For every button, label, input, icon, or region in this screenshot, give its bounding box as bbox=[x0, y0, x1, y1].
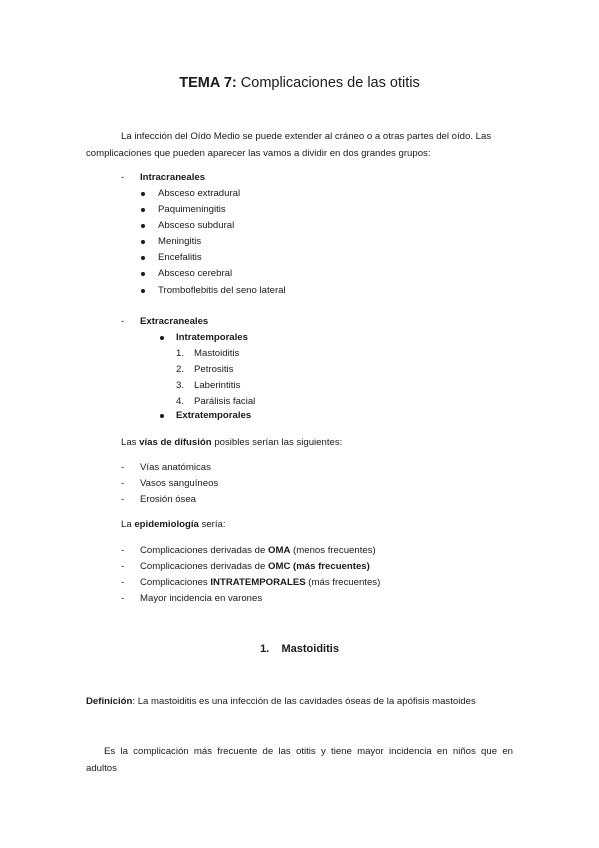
list-number: 2. bbox=[176, 364, 185, 375]
dash-marker: - bbox=[121, 561, 125, 572]
dash-marker: - bbox=[121, 577, 125, 588]
section-heading bbox=[0, 643, 599, 657]
list-item: Absceso cerebral bbox=[158, 268, 233, 279]
epi-item-post: (más frecuentes) bbox=[305, 577, 381, 588]
dash-marker: - bbox=[121, 545, 125, 556]
dash-marker: - bbox=[121, 316, 125, 327]
bullet-icon bbox=[160, 336, 164, 340]
list-item bbox=[140, 593, 262, 605]
bullet-icon bbox=[141, 208, 145, 212]
epi-item-pre: Complicaciones bbox=[140, 577, 211, 588]
vias-intro bbox=[121, 437, 342, 449]
list-item bbox=[140, 577, 380, 589]
dash-marker: - bbox=[121, 593, 125, 604]
vias-pre: Las bbox=[121, 437, 140, 448]
list-number: 1. bbox=[176, 348, 185, 359]
intro-line-2: complicaciones que pueden aparecer las vamos a dividir en dos grandes grupos: bbox=[86, 148, 431, 159]
paragraph-line-2: adultos bbox=[86, 763, 117, 774]
definition-text: : La mastoiditis es una infección de las cavidades óseas de la apófisis mastoides bbox=[132, 696, 476, 707]
list-item: Parálisis facial bbox=[194, 396, 256, 407]
vias-bold: vías de difusión bbox=[139, 437, 212, 448]
epi-item-pre: Complicaciones derivadas de bbox=[140, 545, 268, 556]
dash-marker: - bbox=[121, 494, 125, 505]
title-rest: Complicaciones de las otitis bbox=[236, 75, 420, 91]
epi-pre: La bbox=[121, 519, 135, 530]
epi-post: sería: bbox=[198, 519, 226, 530]
definition-label: Definición bbox=[86, 696, 133, 707]
list-item: Encefalitis bbox=[158, 252, 202, 263]
list-item: Laberintitis bbox=[194, 380, 241, 391]
bullet-icon bbox=[160, 414, 164, 418]
list-number: 3. bbox=[176, 380, 185, 391]
bullet-icon bbox=[141, 224, 145, 228]
list-item: Mastoiditis bbox=[194, 348, 240, 359]
epi-item-bold: OMC (más frecuentes) bbox=[267, 561, 370, 572]
title-bold: TEMA 7: bbox=[179, 75, 237, 91]
list-item: Meningitis bbox=[158, 236, 202, 247]
epi-item-bold: OMA bbox=[267, 545, 291, 556]
intratemporales-heading: Intratemporales bbox=[176, 332, 248, 343]
bullet-icon bbox=[141, 240, 145, 244]
list-item: Paquimeningitis bbox=[158, 204, 226, 215]
page-title bbox=[0, 74, 599, 92]
vias-post: posibles serían las siguientes: bbox=[211, 437, 343, 448]
epi-bold: epidemiología bbox=[134, 519, 199, 530]
dash-marker: - bbox=[121, 172, 125, 183]
list-number: 4. bbox=[176, 396, 185, 407]
definition-paragraph bbox=[86, 696, 476, 708]
list-item: Vías anatómicas bbox=[140, 462, 211, 473]
list-item: Absceso extradural bbox=[158, 188, 241, 199]
section-title: Mastoiditis bbox=[281, 643, 339, 655]
bullet-icon bbox=[141, 289, 145, 293]
section-number: 1. bbox=[260, 643, 270, 655]
dash-marker: - bbox=[121, 478, 125, 489]
bullet-icon bbox=[141, 192, 145, 196]
list-item: Tromboflebitis del seno lateral bbox=[158, 285, 286, 296]
list-item: Vasos sanguíneos bbox=[140, 478, 219, 489]
list-item bbox=[140, 561, 370, 573]
epi-item-pre: Mayor incidencia en varones bbox=[140, 593, 263, 604]
list-item: Petrositis bbox=[194, 364, 234, 375]
intracraneales-heading: Intracraneales bbox=[140, 172, 206, 183]
paragraph-line-1: Es la complicación más frecuente de las otitis y tiene mayor incidencia en niños que en bbox=[104, 746, 513, 757]
epidemiologia-intro bbox=[121, 519, 226, 531]
extratemporales-heading: Extratemporales bbox=[176, 410, 252, 421]
bullet-icon bbox=[141, 256, 145, 260]
dash-marker: - bbox=[121, 462, 125, 473]
list-item bbox=[140, 545, 376, 557]
extracraneales-heading: Extracraneales bbox=[140, 316, 209, 327]
list-item: Absceso subdural bbox=[158, 220, 235, 231]
epi-item-post: (menos frecuentes) bbox=[290, 545, 376, 556]
list-item: Erosión ósea bbox=[140, 494, 196, 505]
intro-line-1: La infección del Oído Medio se puede extender al cráneo o a otras partes del oído. Las bbox=[121, 131, 492, 142]
epi-item-pre: Complicaciones derivadas de bbox=[140, 561, 268, 572]
bullet-icon bbox=[141, 272, 145, 276]
epi-item-bold: INTRATEMPORALES bbox=[210, 577, 306, 588]
